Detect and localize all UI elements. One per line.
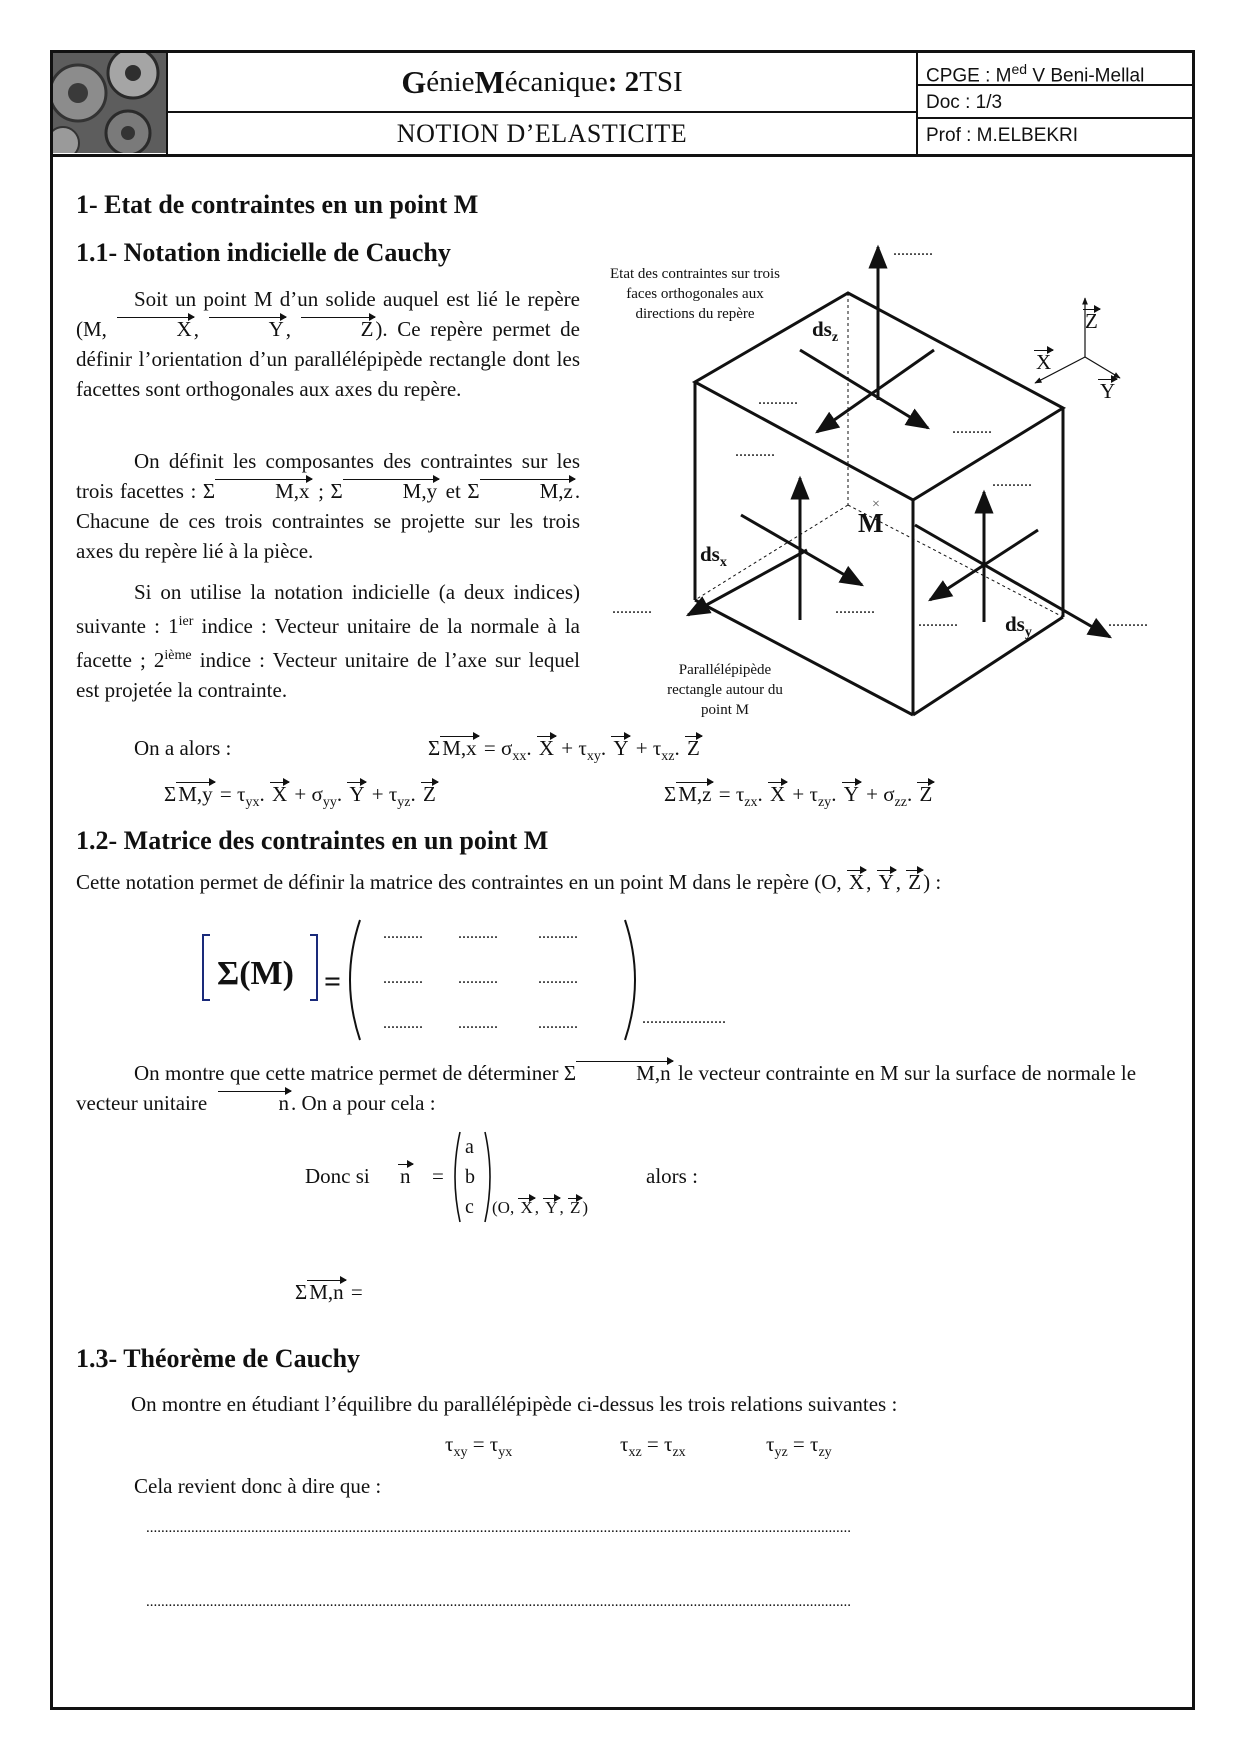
para12-b: le vecteur contrainte en M sur la surface de normale le vecteur unitaire: [76, 1061, 1137, 1115]
vec-n: n: [400, 1164, 411, 1188]
tau-sym: τ: [388, 782, 398, 806]
cela-revient: Cela revient donc à dire que :: [134, 1474, 382, 1498]
header-title: [166, 53, 916, 113]
m22: ..........: [458, 970, 498, 987]
m33: ..........: [538, 1015, 578, 1032]
para3-b: indice : Vecteur unitaire de la normale à la facette ; 2: [76, 614, 580, 672]
ds-text: ds: [1005, 612, 1025, 636]
alors: alors :: [646, 1164, 698, 1188]
vec-z: Z: [919, 782, 933, 806]
m21: ..........: [383, 970, 423, 987]
answer-line-1: ............................................................................................................................................................................................: [146, 1520, 851, 1536]
para-vecteur-contrainte: [76, 1058, 1136, 1118]
tau-sym: τ: [237, 782, 246, 806]
sigma-sym: Σ: [164, 782, 177, 806]
header-prof: Prof : M.ELBEKRI: [926, 125, 1079, 146]
para12-a: On montre que cette matrice permet de déterminer: [134, 1061, 559, 1085]
sigma-sym: Σ: [664, 782, 677, 806]
title-g: G: [401, 63, 427, 100]
vec-x: X: [520, 1198, 533, 1217]
header-school: [918, 53, 1192, 86]
matrix-equals: =: [324, 965, 342, 998]
donc-si: Donc si: [305, 1164, 370, 1188]
tau-sym: τ: [578, 736, 587, 760]
sigma-sym: Σ: [202, 479, 216, 503]
para1-a: Soit un point M d’un solide auquel est lié le repère (M,: [76, 287, 580, 341]
header-info: [916, 53, 1192, 155]
sigma-small: σ: [501, 736, 513, 760]
vec-mx: M,x: [215, 479, 311, 502]
m13: ..........: [538, 925, 578, 942]
school-label: CPGE : M: [926, 65, 1012, 87]
vec-mn: M,n: [576, 1061, 672, 1084]
sigma-small: σ: [311, 782, 323, 806]
axis-y-label: [1098, 379, 1117, 404]
equals-sign: =: [350, 1280, 363, 1304]
ds-sub-z: z: [831, 330, 839, 346]
sup-ieme: ième: [164, 648, 192, 663]
para2-b: Chacune de ces trois contraintes se projette sur les trois axes du repère lié à la pièce.: [76, 509, 580, 563]
tau-sym: τ: [652, 736, 662, 760]
header-divider: [50, 154, 1195, 157]
sigma-small: σ: [883, 782, 895, 806]
tau-sym: τ: [620, 1432, 629, 1456]
intro-a: Cette notation permet de définir la matrice des contraintes en un point M dans le repère (O,: [76, 870, 842, 894]
para3-c: indice : Vecteur unitaire de l’axe sur lequel est projetée la contrainte.: [76, 648, 580, 702]
para3-a: Si on utilise la notation indicielle (a deux indices) suivante : 1: [76, 580, 580, 638]
on-a-alors: On a alors :: [134, 736, 232, 760]
vec-z: Z: [301, 317, 376, 340]
tau-sym: τ: [809, 782, 818, 806]
tau-sym: τ: [489, 1432, 499, 1456]
blank-2: ..........: [758, 391, 798, 408]
school-rest: V Beni-Mellal: [1027, 65, 1145, 87]
ds-sub-x: x: [719, 555, 727, 571]
header-doc: Doc : 1/3: [918, 86, 1192, 119]
axis-y: Y: [1100, 379, 1116, 403]
basis-open: (O,: [492, 1198, 515, 1217]
vec-z: Z: [423, 782, 436, 806]
label-dsx: [700, 542, 727, 571]
section12-title: 1.2- Matrice des contraintes en un point M: [76, 826, 549, 855]
cauchy-rel-2: $\tau_{xz} = \tau_{zx}$: [620, 1432, 686, 1461]
vec-x: X: [271, 782, 288, 806]
blank-6: ..........: [612, 600, 652, 617]
sigma-sym: Σ: [467, 479, 480, 503]
title-tsi: TSI: [639, 65, 683, 98]
m23: ..........: [538, 970, 578, 987]
eq-sigma-mx: $\Sigma M,x = \sigma_{xx}$. $X + \tau_{xy}$. $Y + \tau_{xz}$. Z: [428, 736, 700, 765]
axis-x: X: [1036, 350, 1052, 374]
label-dsz: [812, 317, 838, 346]
ds-sub-y: y: [1024, 625, 1032, 641]
sup-ier: ier: [178, 614, 194, 629]
section11-title: 1.1- Notation indicielle de Cauchy: [76, 238, 451, 267]
blank-4: ..........: [735, 443, 775, 460]
title-enie: énie: [426, 65, 475, 98]
section1-title: 1- Etat de contraintes en un point M: [76, 190, 479, 219]
gear-logo-image: [53, 53, 166, 153]
vec-my: M,y: [343, 479, 439, 502]
blank-8: ..........: [918, 613, 958, 630]
matrix-label: Σ(M): [217, 955, 294, 992]
et-word: et: [445, 479, 461, 503]
vec-mz: M,z: [480, 479, 575, 502]
vec-x: X: [117, 317, 194, 340]
m12: ..........: [458, 925, 498, 942]
sep1: ;: [318, 479, 324, 503]
vec-n: n: [218, 1091, 291, 1114]
blank-1: ..........: [893, 242, 933, 259]
m31: ..........: [383, 1015, 423, 1032]
blank-3: ..........: [952, 420, 992, 437]
para2-a: On définit les composantes des contraintes sur les trois facettes :: [76, 449, 580, 503]
ds-text: ds: [700, 542, 720, 566]
point-marker: ×: [872, 497, 880, 512]
m11: ..........: [383, 925, 423, 942]
sigma-sym: Σ: [295, 1280, 308, 1304]
school-sup: ed: [1011, 61, 1028, 77]
tau-sym: τ: [766, 1432, 775, 1456]
section12-intro: Cette notation permet de définir la matrice des contraintes en un point M dans le repère (O, X, Y, Z) :: [76, 870, 942, 894]
vec-x: X: [538, 736, 555, 760]
blank-7: ..........: [835, 600, 875, 617]
gears-icon: [53, 53, 166, 153]
eq-sigma-my: $\Sigma M,y = \tau_{yx}$. $X + \sigma_{yy}$. $Y + \tau_{yz}$. Z: [164, 782, 436, 811]
vec-mz: M,z: [678, 782, 712, 806]
vec-z: Z: [687, 736, 700, 760]
vec-y: Y: [878, 870, 894, 894]
axis-x-label: [1034, 350, 1053, 375]
cauchy-rel-3: $\tau_{yz} = \tau_{zy}$: [766, 1432, 832, 1461]
para-notation: [76, 577, 580, 705]
vec-y: Y: [349, 782, 365, 806]
label-point-m: M: [858, 508, 884, 538]
para1-b: ). Ce repère permet de définir l’orientation d’un parallélépipède rectangle dont les facettes sont orthogonales aux axes du repère.: [76, 317, 580, 401]
comp-a: a: [465, 1136, 474, 1158]
vec-x: X: [848, 870, 865, 894]
sigma-sym: Σ: [563, 1061, 577, 1085]
vec-y: Y: [613, 736, 629, 760]
cauchy-rel-1: $\tau_{xy} = \tau_{yx}$: [445, 1432, 513, 1461]
vec-z: Z: [908, 870, 922, 894]
comp-b: b: [465, 1166, 475, 1188]
tau-sym: τ: [664, 1432, 673, 1456]
tau-sym: τ: [810, 1432, 819, 1456]
vec-x: X: [770, 782, 786, 806]
sigma-sym: Σ: [330, 479, 343, 503]
blank-5: ..........: [992, 473, 1032, 490]
header-subtitle: NOTION D’ELASTICITE: [166, 113, 916, 155]
title-m: M: [474, 63, 505, 100]
matrix-basis-blank: .....................: [642, 1010, 726, 1027]
fig-top-label: Etat des contraintes sur trois faces orthogonales aux directions du repère: [610, 266, 780, 322]
label-dsy: [1005, 612, 1032, 641]
intro-b: ) :: [923, 870, 942, 894]
comp-c: c: [465, 1196, 474, 1218]
fig-bottom-label: Parallélépipède rectangle autour du point M: [667, 662, 783, 718]
title-ecanique: écanique: [504, 65, 608, 98]
section13-intro: On montre en étudiant l’équilibre du parallélépipède ci-dessus les trois relations suivantes :: [131, 1392, 898, 1416]
para-repere: Soit un point M d’un solide auquel est lié le repère (M, X, Y, Z). Ce repère permet de définir l’orientation d’un parallélépipède rectangle dont les facettes sont orthogonales aux axes du repère.: [76, 287, 580, 401]
section13-title: 1.3- Théorème de Cauchy: [76, 1344, 361, 1373]
vec-mn: M,n: [309, 1280, 344, 1304]
blank-9: ..........: [1108, 613, 1148, 630]
vec-z: Z: [570, 1198, 581, 1217]
para12-c: . On a pour cela :: [290, 1091, 436, 1115]
tau-sym: τ: [735, 782, 745, 806]
title-2: : 2: [607, 65, 640, 98]
vec-y: Y: [843, 782, 859, 806]
axis-z-label: [1083, 309, 1100, 334]
vec-y: Y: [209, 317, 286, 340]
vec-y: Y: [545, 1198, 558, 1217]
donc-equals: =: [432, 1164, 444, 1188]
vec-n-donc: [398, 1164, 413, 1189]
tau-sym: τ: [445, 1432, 454, 1456]
para-composantes: On définit les composantes des contraintes sur les trois facettes : Σ M,x ; Σ M,y et Σ M,z. Chacune de ces trois contraintes se projette sur les trois axes du repère lié à la pièce.: [76, 449, 581, 563]
m32: ..........: [458, 1015, 498, 1032]
vec-my: M,y: [178, 782, 213, 806]
ds-text: ds: [812, 317, 832, 341]
answer-line-2: ............................................................................................................................................................................................: [146, 1594, 851, 1610]
vec-mx: M,x: [442, 736, 477, 760]
axis-z: Z: [1085, 309, 1098, 333]
eq-sigma-mn: [295, 1280, 363, 1305]
eq-sigma-mz: $\Sigma M,z = \tau_{zx}$. $X + \tau_{zy}$. $Y + \sigma_{zz}$. Z: [664, 782, 933, 811]
vector-basis: (O, X , Y , Z ): [492, 1198, 589, 1217]
sigma-sym: Σ: [428, 736, 441, 760]
